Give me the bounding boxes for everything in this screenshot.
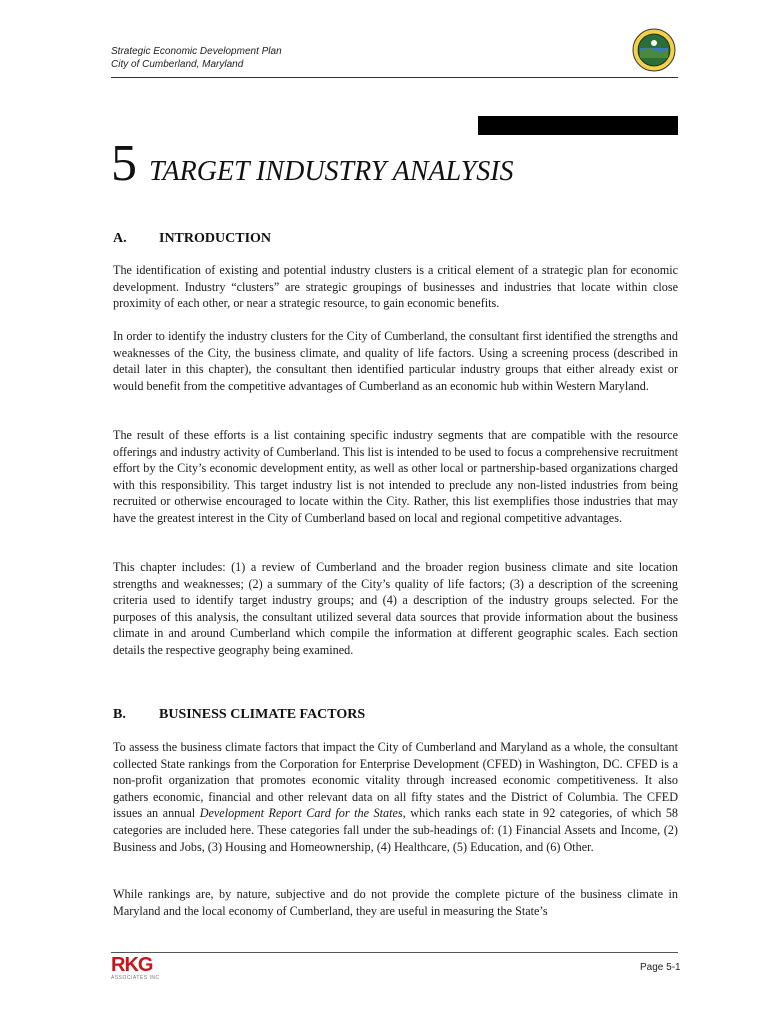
city-seal-icon xyxy=(632,28,676,72)
section-a-letter: A. xyxy=(113,231,127,246)
report-card-title: Development Report Card for the States xyxy=(199,806,403,821)
header-city: City of Cumberland, Maryland xyxy=(111,59,244,70)
section-b-heading xyxy=(113,707,365,723)
business-climate-paragraph-1 xyxy=(113,739,678,855)
running-header xyxy=(111,45,282,71)
chapter-number: 5 xyxy=(111,135,137,192)
intro-paragraph-2: In order to identify the industry clusters for the City of Cumberland, the consultant first identified the strengths and weaknesses of the City, the business climate, and quality of life factors. Using a screening process (described in detail later in this chapter), the consultant then identified particular industry groups that either already exist or would benefit from the competitive advantages of Cumberland as an economic hub within Western Maryland. xyxy=(113,329,678,393)
section-a-title: INTRODUCTION xyxy=(159,231,272,246)
intro-paragraph-1: The identification of existing and potential industry clusters is a critical element of a strategic plan for economic development. Industry “clusters” are strategic groupings of businesses and industries that locate within close proximity of each other, or near a strategic resource, to gain economic benefits. xyxy=(113,263,678,311)
chapter-title: TARGET INDUSTRY ANALYSIS xyxy=(149,156,514,187)
logo-subtitle: ASSOCIATES INC xyxy=(111,975,160,981)
section-b-title: BUSINESS CLIMATE FACTORS xyxy=(159,707,366,722)
footer-divider xyxy=(111,952,678,953)
business-climate-paragraph-2: While rankings are, by nature, subjective and do not provide the complete picture of the business climate in Maryland and the local economy of Cumberland, they are useful in measuring the State’s xyxy=(113,887,678,918)
bc-p1-end: , which ranks each state in 92 categories, of which 58 categories are included here. These categories fall under the sub-headings of: (1) Financial Assets and Income, (2) Business and Jobs, (3) Housing and Homeownership, (4) Healthcare, (5) Education, and (6) Other. xyxy=(113,806,679,854)
chapter-banner-bar xyxy=(478,116,678,135)
bc-p1-start: To assess the business climate factors that impact the City of Cumberland and Maryland as a whole, the consultant collected State rankings from the Corporation for Enterprise Development (CFED) in Washington, DC. CFED is a non-profit organization that promotes economic vitality through increased economic competitiveness. It also gathers economic, financial and other relevant data on all fifty states and the District of Columbia. The CFED issues an annual xyxy=(113,740,678,821)
intro-paragraph-3: The result of these efforts is a list containing specific industry segments that are compatible with the resource offerings and industry activity of Cumberland. This list is intended to be used to focus a comprehensive recruitment effort by the City’s economic development entity, as well as other local or partnership-based organizations charged with this responsibility. This target industry list is not intended to preclude any non-listed industries from being recruited or otherwise encouraged to locate within the City. Rather, this list exemplifies those industries that may have the greatest interest in the City of Cumberland based on local and regional competitive advantages. xyxy=(113,428,678,525)
header-plan-title: Strategic Economic Development Plan xyxy=(111,46,282,57)
section-b-letter: B. xyxy=(113,707,126,722)
chapter-heading xyxy=(111,136,514,192)
page-number: Page 5-1 xyxy=(640,962,681,973)
intro-paragraph-4: This chapter includes: (1) a review of Cumberland and the broader region business climate and site location strengths and weaknesses; (2) a summary of the City’s quality of life factors; (3) a description of the screening criteria used to identify target industry groups; and (4) a description of the industry groups selected. For the purposes of this analysis, the consultant utilized several data sources that provide information about the business climate in and around Cumberland which compile the information at different geographic scales. Each section details the respective geography being examined. xyxy=(113,560,678,657)
logo-text: RKG xyxy=(111,954,153,976)
section-a-heading xyxy=(113,231,271,247)
header-divider xyxy=(111,77,678,78)
rkg-logo xyxy=(111,955,160,981)
